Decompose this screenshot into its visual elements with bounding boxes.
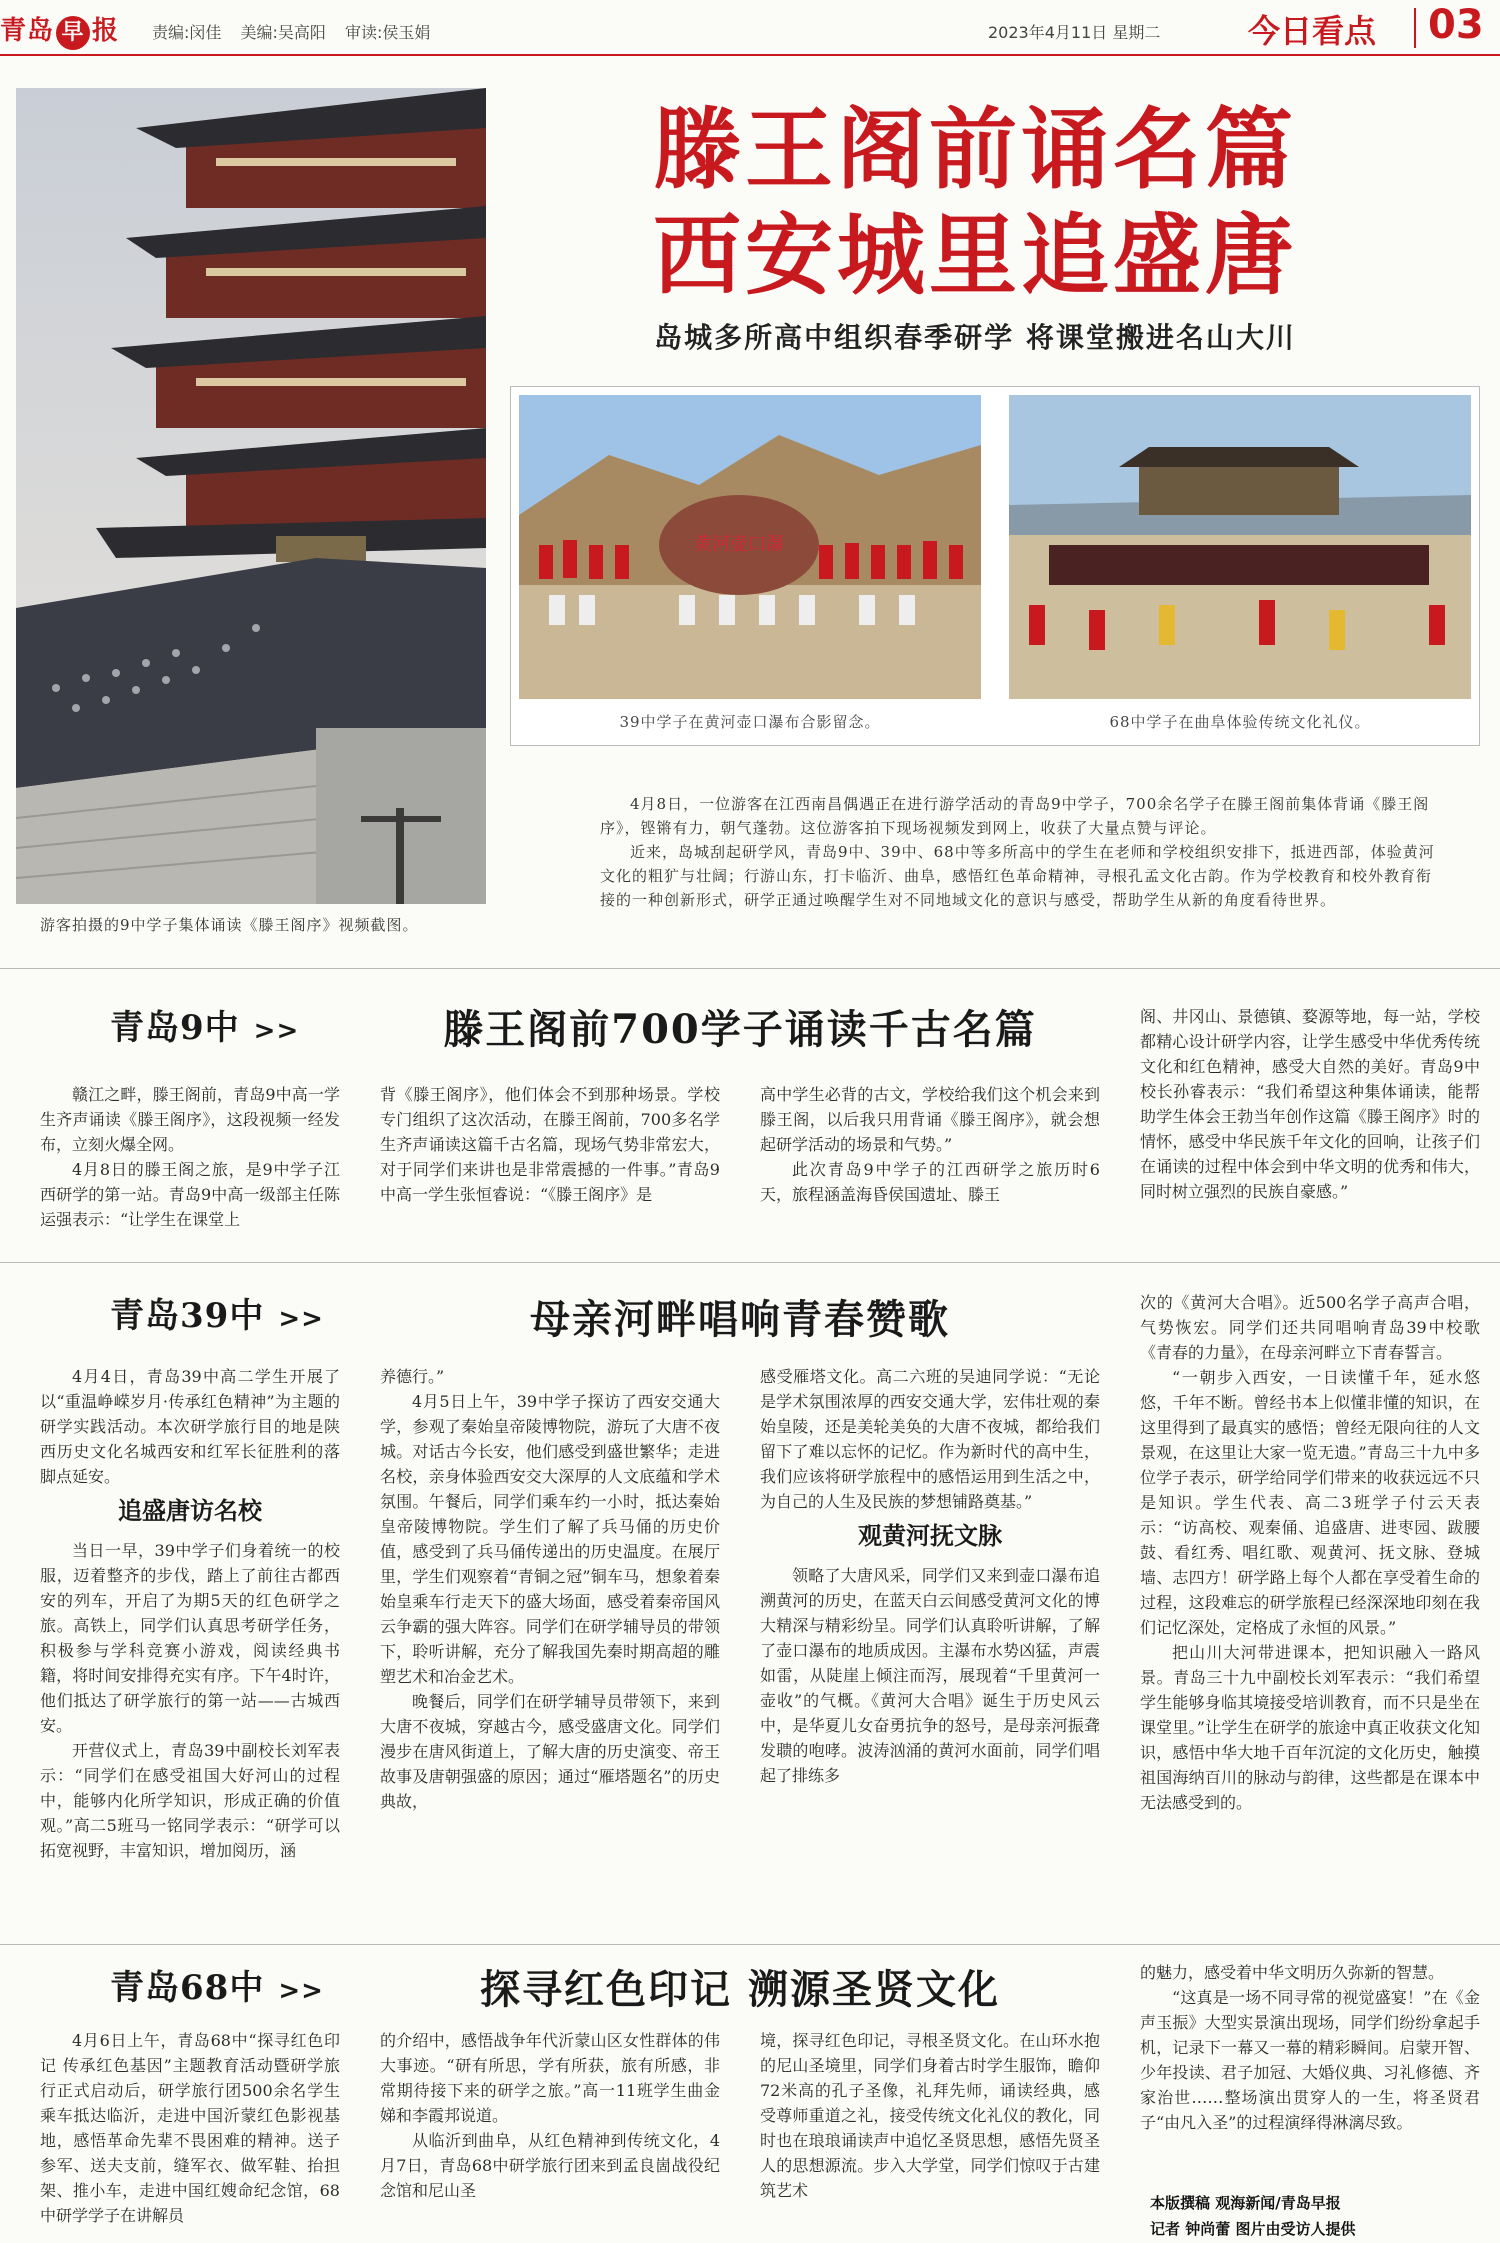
paragraph: 4月5日上午，39中学子探访了西安交通大学，参观了秦始皇帝陵博物院，游玩了大唐不夜城。对话古今长安，他们感受到盛世繁华；走进名校，亲身体验西安交大深厚的人文底蕴和学术氛围。午餐后，同学们乘车约一小时，抵达秦始皇帝陵博物院。学生们了解了兵马俑的历史价值，感受到了兵马俑传递出的历史温度。在展厅里，学生们观察着“青铜之冠”铜车马，想象着秦始皇乘车行走天下的盛大场面，感受着秦帝国风云争霸的强大阵容。同学们在研学辅导员的带领下，聆听讲解，充分了解我国先秦时期高超的雕塑艺术和冶金艺术。 [380, 1392, 720, 1686]
paragraph: 的介绍中，感悟战争年代沂蒙山区女性群体的伟大事迹。“研有所思，学有所获，旅有所感，非常期待接下来的研学之旅。”高一11班学生曲金娣和李霞邦说道。 [380, 2031, 720, 2125]
paragraph: 当日一早，39中学子们身着统一的校服，迈着整齐的步伐，踏上了前往古都西安的列车，开启了为期5天的红色研学之旅。高铁上，同学们认真思考研学任务，积极参与学科竞赛小游戏，阅读经典书籍，将时间安排得充实有序。下午4时许，他们抵达了研学旅行的第一站——古城西安。 [40, 1541, 340, 1735]
photo-qufu-ceremony[interactable] [1009, 395, 1471, 699]
article-column [40, 2028, 340, 2240]
section-title-9: 滕王阁前700学子诵读千古名篇 [443, 1006, 1037, 1053]
headline-line-2: 西安城里追盛唐 [652, 203, 1297, 307]
school-name: 青岛9中 [110, 1008, 240, 1048]
article-column [380, 1364, 720, 1814]
paragraph: 赣江之畔，滕王阁前，青岛9中高一学生齐声诵读《滕王阁序》，这段视频一经发布，立刻火爆全网。 [40, 1085, 340, 1154]
hero-caption: 游客拍摄的9中学子集体诵读《滕王阁序》视频截图。 [40, 916, 419, 934]
subheadline: 岛城多所高中组织春季研学 将课堂搬进名山大川 [654, 321, 1296, 354]
article-column [760, 2028, 1100, 2240]
article-column [1140, 1960, 1480, 2188]
paragraph: 从临沂到曲阜，从红色精神到传统文化，4月7日，青岛68中研学旅行团来到孟良崮战役纪念馆和尼山圣 [380, 2131, 720, 2200]
stone-inscription: 黄河壶口瀑 [694, 534, 784, 555]
paragraph: 此次青岛9中学子的江西研学之旅历时6天，旅程涵盖海昏侯国遗址、滕王 [760, 1160, 1100, 1204]
school-label-9[interactable] [110, 1000, 299, 1049]
logo-text-a: 青岛 [0, 16, 55, 46]
paragraph: 养德行。” [380, 1367, 445, 1386]
section-divider [0, 1262, 1500, 1263]
paragraph: 次的《黄河大合唱》。近500名学子高声合唱，气势恢宏。同学们还共同唱响青岛39中校歌《青春的力量》，在母亲河畔立下青春誓言。 [1140, 1293, 1480, 1362]
editor-review: 审读:侯玉娟 [345, 23, 431, 42]
pavilion-illustration [16, 88, 486, 904]
editor-credits [152, 20, 444, 43]
school-name: 青岛39中 [110, 1296, 265, 1336]
logo-text-b: 报 [92, 16, 120, 46]
paragraph: “一朝步入西安，一日读懂千年，延水悠悠，千年不断。曾经书本上似懂非懂的知识，在这里得到了最真实的感悟；曾经无限向往的人文景观，在这里让大家一览无遗。”青岛三十九中多位学子表示，研学给同学们带来的收获远远不只是知识。学生代表、高二3班学子付云天表示：“访高校、观秦俑、追盛唐、进枣园、跋腰鼓、看红秀、唱红歌、观黄河、抚文脉、登城墙、志四方！研学路上每个人都在享受着生命的过程，这段难忘的研学旅程已经深深地印刻在我们记忆深处，定格成了永恒的风景。” [1140, 1368, 1480, 1637]
article-column [1140, 1004, 1480, 1204]
article-column [380, 1082, 720, 1207]
photo-strip [510, 386, 1480, 746]
photo-caption-2: 68中学子在曲阜体验传统文化礼仪。 [1109, 713, 1371, 731]
sub-heading: 观黄河抚文脉 [858, 1522, 1002, 1550]
paragraph: 4月6日上午，青岛68中“探寻红色印记 传承红色基因”主题教育活动暨研学旅行正式启动后，研学旅行团500余名学生乘车抵达临沂，走进中国沂蒙红色影视基地，感悟革命先辈不畏困难的精神。送子参军、送夫支前，缝军衣、做军鞋、抬担架、推小车，走进中国红嫂命纪念馆，68中研学学子在讲解员 [40, 2031, 340, 2225]
paragraph: 阁、井冈山、景德镇、婺源等地，每一站，学校都精心设计研学内容，让学生感受中华优秀传统文化和红色精神，感受大自然的美好。青岛9中校长孙睿表示：“我们希望这种集体诵读，能帮助学生体会王勃当年创作这篇《滕王阁序》时的情怀，感受中华民族千年文化的回响，让孩子们在诵读的过程中体会到中华文明的优秀和伟大，同时树立强烈的民族自豪感。” [1140, 1007, 1480, 1201]
paragraph: 晚餐后，同学们在研学辅导员带领下，来到大唐不夜城，穿越古今，感受盛唐文化。同学们漫步在唐风街道上，了解大唐的历史演变、帝王故事及唐朝强盛的原因；通过“雁塔题名”的历史典故， [380, 1692, 720, 1811]
chevron-right-icon: >> [278, 1976, 324, 2006]
intro-paragraph: 4月8日，一位游客在江西南昌偶遇正在进行游学活动的青岛9中学子，700余名学子在滕王阁前集体背诵《滕王阁序》，铿锵有力，朝气蓬勃。这位游客拍下现场视频发到网上，收获了大量点赞与评论。 [600, 795, 1430, 837]
paragraph: “这真是一场不同寻常的视觉盛宴！”在《金声玉振》大型实景演出现场，同学们纷纷拿起手机，记录下一幕又一幕的精彩瞬间。启蒙开智、少年投读、君子加冠、大婚仪典、习礼修德、齐家治世……整场演出贯穿人的一生，将圣贤君子“由凡入圣”的过程演绎得淋漓尽致。 [1140, 1988, 1480, 2132]
section-divider [0, 968, 1500, 969]
issue-date: 2023年4月11日 星期二 [988, 23, 1161, 42]
article-column [40, 1082, 340, 1232]
paragraph: 的魅力，感受着中华文明历久弥新的智慧。 [1140, 1963, 1445, 1982]
section-title-68: 探寻红色印记 溯源圣贤文化 [480, 1966, 1000, 2013]
newspaper-logo[interactable] [0, 10, 119, 50]
sub-heading: 追盛唐访名校 [118, 1497, 262, 1525]
paragraph: 4月8日的滕王阁之旅，是9中学子江西研学的第一站。青岛9中高一级部主任陈运强表示：“让学生在课堂上 [40, 1160, 340, 1229]
intro-paragraphs [600, 792, 1440, 912]
paragraph: 高中学生必背的古文，学校给我们这个机会来到滕王阁，以后我只用背诵《滕王阁序》，就会想起研学活动的场景和气势。” [760, 1085, 1100, 1154]
paragraph: 领略了大唐风采，同学们又来到壶口瀑布追溯黄河的历史，在蓝天白云间感受黄河文化的博大精深与精彩纷呈。同学们认真聆听讲解，了解了壶口瀑布的地质成因。主瀑布水势凶猛，声震如雷，从陡崖上倾注而泻，展现着“千里黄河一壶收”的气概。《黄河大合唱》诞生于历史风云中，是华夏儿女奋勇抗争的怒号，是母亲河振聋发聩的咆哮。波涛汹涌的黄河水面前，同学们唱起了排练多 [760, 1566, 1100, 1785]
photo-hukou-waterfall[interactable] [519, 395, 981, 699]
byline [1150, 2190, 1490, 2242]
qufu-ceremony-illustration [1009, 395, 1471, 699]
intro-paragraph: 近来，岛城刮起研学风，青岛9中、39中、68中等多所高中的学生在老师和学校组织安排下，抵进西部，体验黄河文化的粗犷与壮阔；行游山东，打卡临沂、曲阜，感悟红色革命精神，寻根孔孟文化古韵。作为学校教育和校外教育衔接的一种创新形式，研学正通过唤醒学生对不同地域文化的意识与感受，帮助学生从新的角度看待世界。 [600, 843, 1435, 909]
hero-photo[interactable] [16, 88, 486, 904]
byline-line: 本版撰稿 观海新闻/青岛早报 [1150, 2194, 1341, 2212]
paragraph: 背《滕王阁序》，他们体会不到那种场景。学校专门组织了这次活动，在滕王阁前，700多名学生齐声诵读这篇千古名篇，现场气势非常宏大，对于同学们来讲也是非常震撼的一件事。”青岛9中高一学生张恒睿说：“《滕王阁序》是 [380, 1085, 720, 1204]
paragraph: 4月4日，青岛39中高二学生开展了以“重温峥嵘岁月·传承红色精神”为主题的研学实践活动。本次研学旅行目的地是陕西历史文化名城西安和红军长征胜利的落脚点延安。 [40, 1367, 340, 1486]
paragraph: 感受雁塔文化。高二六班的吴迪同学说：“无论是学术氛围浓厚的西安交通大学，宏伟壮观的秦始皇陵，还是美轮美奂的大唐不夜城，都给我们留下了难以忘怀的记忆。作为新时代的高中生，我们应该将研学旅程中的感悟运用到生活之中，为自己的人生及民族的梦想铺路奠基。” [760, 1367, 1100, 1511]
hukou-group-illustration [519, 395, 981, 699]
masthead [0, 0, 1500, 56]
section-name[interactable]: 今日看点 [1248, 12, 1377, 50]
chevron-right-icon: >> [278, 1304, 324, 1334]
headline-line-1: 滕王阁前诵名篇 [652, 97, 1297, 201]
article-column [40, 1364, 340, 1863]
paragraph: 开营仪式上，青岛39中副校长刘军表示：“同学们在感受祖国大好河山的过程中，能够内化所学知识，形成正确的价值观。”高二5班马一铭同学表示：“研学可以拓宽视野，丰富知识，增加阅历，涵 [40, 1741, 340, 1860]
photo-caption-1: 39中学子在黄河壶口瀑布合影留念。 [619, 713, 881, 731]
byline-line: 记者 钟尚蕾 图片由受访人提供 [1150, 2220, 1356, 2238]
section-title-39: 母亲河畔唱响青春赞歌 [530, 1296, 950, 1343]
paragraph: 把山川大河带进课本，把知识融入一路风景。青岛三十九中副校长刘军表示：“我们希望学生能够身临其境接受培训教育，而不只是坐在课堂里。”让学生在研学的旅途中真正收获文化知识，感悟中华大地千百年沉淀的文化历史，触摸祖国海纳百川的脉动与韵律，这些都是在课本中无法感受到的。 [1140, 1643, 1480, 1812]
article-column [760, 1082, 1100, 1207]
page-number: 03 [1428, 2, 1484, 48]
editor-responsible: 责编:闵佳 [152, 23, 222, 42]
school-label-39[interactable] [110, 1288, 324, 1337]
school-name: 青岛68中 [110, 1968, 265, 2008]
logo-zao-badge: 早 [56, 16, 90, 50]
chevron-right-icon: >> [253, 1016, 300, 1046]
article-column [380, 2028, 720, 2240]
main-headline [560, 96, 1390, 308]
school-label-68[interactable] [110, 1960, 324, 2009]
paragraph: 境，探寻红色印记，寻根圣贤文化。在山环水抱的尼山圣境里，同学们身着古时学生服饰，瞻仰72米高的孔子圣像，礼拜先师，诵读经典，感受尊师重道之礼，接受传统文化礼仪的教化，同时也在琅琅诵读声中追忆圣贤思想，感悟先贤圣人的思想源流。步入大学堂，同学们惊叹于古建筑艺术 [760, 2031, 1100, 2200]
article-column [1140, 1290, 1480, 1815]
section-divider [0, 1944, 1500, 1945]
masthead-separator [1414, 8, 1416, 48]
article-column [760, 1364, 1100, 1788]
editor-art: 美编:吴高阳 [240, 23, 326, 42]
